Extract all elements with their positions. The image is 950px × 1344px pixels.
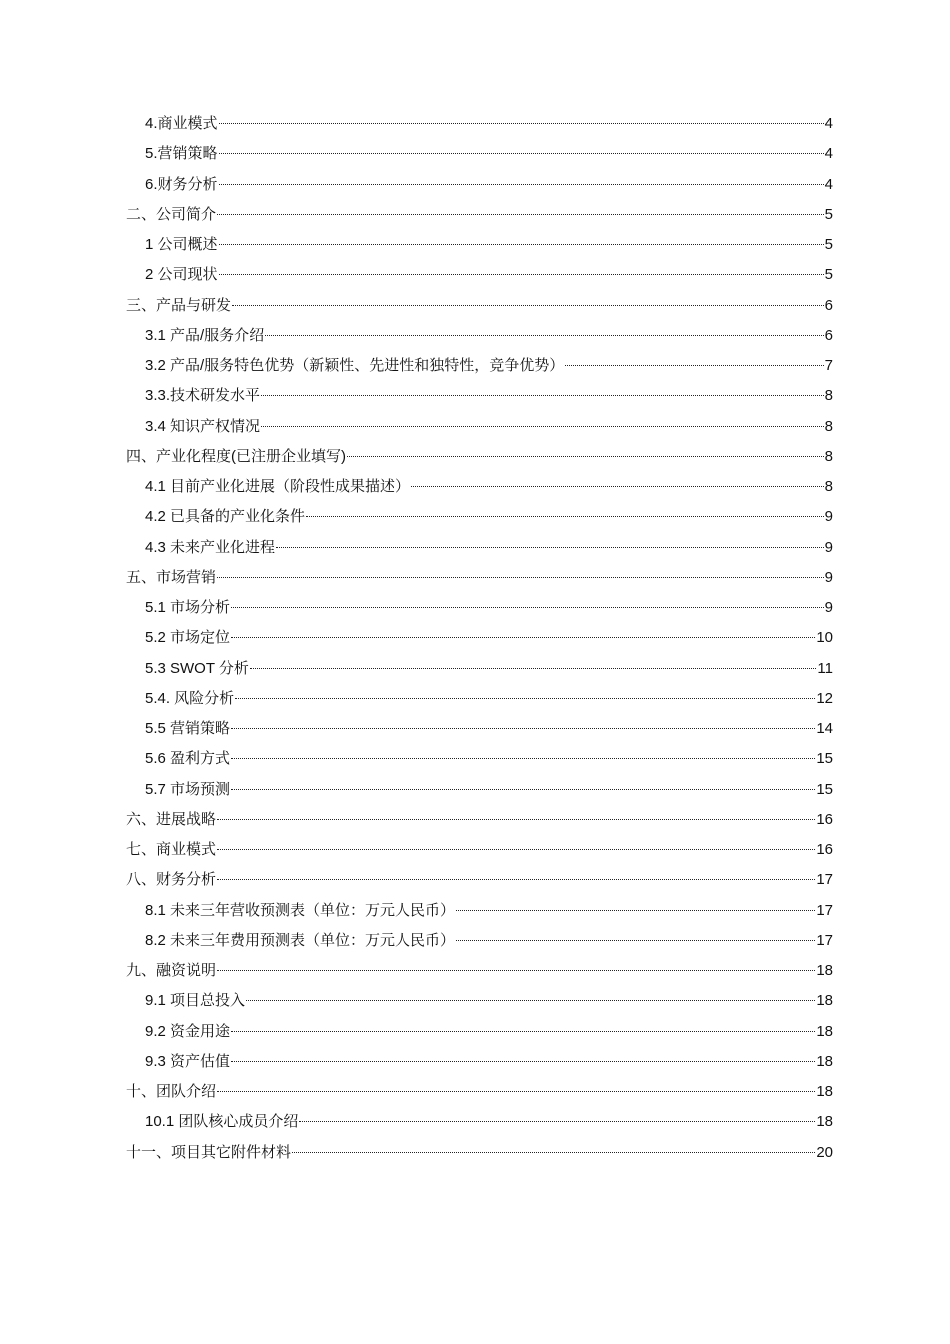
toc-entry-title: 6.财务分析 bbox=[145, 175, 218, 193]
toc-entry-title: 四、产业化程度(已注册企业填写) bbox=[126, 447, 346, 465]
toc-entry[interactable] bbox=[126, 778, 833, 808]
toc-entry-title: 9.3 资产估值 bbox=[145, 1052, 231, 1070]
toc-entry-page-number: 18 bbox=[816, 1083, 833, 1100]
toc-entry-page-number: 11 bbox=[817, 659, 833, 677]
toc-entry-title: 4.3 未来产业化进程 bbox=[145, 538, 276, 556]
toc-entry-page-number: 4 bbox=[824, 145, 833, 163]
toc-entry[interactable] bbox=[126, 324, 833, 354]
toc-entry[interactable] bbox=[126, 1020, 833, 1050]
toc-entry[interactable] bbox=[126, 445, 833, 475]
toc-entry-page-number: 9 bbox=[824, 538, 833, 556]
toc-entry-title: 1 公司概述 bbox=[145, 236, 218, 253]
toc-entry-title: 十一、项目其它附件材料 bbox=[126, 1143, 292, 1161]
toc-entry[interactable] bbox=[126, 112, 833, 142]
toc-entry-title: 5.2 市场定位 bbox=[145, 629, 231, 647]
toc-entry-page-number: 17 bbox=[816, 901, 833, 919]
toc-entry-page-number: 8 bbox=[824, 387, 833, 405]
toc-dot-leader bbox=[219, 153, 824, 154]
toc-entry[interactable] bbox=[126, 808, 833, 838]
toc-entry-title: 九、融资说明 bbox=[126, 962, 217, 979]
toc-dot-leader bbox=[299, 1121, 815, 1122]
toc-entry[interactable] bbox=[126, 626, 833, 656]
toc-entry-page-number: 7 bbox=[824, 357, 833, 374]
toc-entry-page-number: 9 bbox=[824, 508, 833, 526]
toc-entry-title: 5.1 市场分析 bbox=[145, 599, 231, 616]
toc-dot-leader bbox=[250, 668, 817, 669]
toc-entry[interactable] bbox=[126, 1080, 833, 1110]
toc-entry-page-number: 8 bbox=[824, 447, 833, 465]
toc-entry-page-number: 18 bbox=[816, 962, 833, 979]
toc-entry-page-number: 18 bbox=[816, 1113, 833, 1131]
toc-entry-title: 3.4 知识产权情况 bbox=[145, 417, 261, 435]
toc-entry-page-number: 9 bbox=[824, 568, 833, 586]
toc-entry[interactable] bbox=[126, 657, 833, 687]
table-of-contents bbox=[126, 112, 833, 1171]
toc-dot-leader bbox=[231, 607, 824, 608]
toc-entry-title: 3.3.技术研发水平 bbox=[145, 387, 261, 405]
toc-entry-page-number: 17 bbox=[816, 931, 833, 949]
toc-entry[interactable] bbox=[126, 475, 833, 505]
toc-entry-page-number: 5 bbox=[824, 236, 833, 253]
toc-entry-page-number: 5 bbox=[824, 266, 833, 284]
toc-entry[interactable] bbox=[126, 989, 833, 1019]
toc-dot-leader bbox=[219, 123, 824, 124]
toc-entry-title: 5.营销策略 bbox=[145, 145, 218, 163]
toc-dot-leader bbox=[219, 274, 824, 275]
toc-entry[interactable] bbox=[126, 536, 833, 566]
toc-entry-title: 3.1 产品/服务介绍 bbox=[145, 326, 265, 344]
toc-entry-title: 5.3 SWOT 分析 bbox=[145, 659, 249, 677]
toc-entry[interactable] bbox=[126, 959, 833, 989]
toc-entry[interactable] bbox=[126, 354, 833, 384]
toc-entry[interactable] bbox=[126, 899, 833, 929]
toc-entry[interactable] bbox=[126, 747, 833, 777]
toc-entry-title: 3.2 产品/服务特色优势（新颖性、先进性和独特性，竞争优势） bbox=[145, 357, 565, 374]
toc-entry-page-number: 10 bbox=[816, 629, 833, 647]
toc-entry-title: 六、进展战略 bbox=[126, 810, 217, 828]
toc-dot-leader bbox=[217, 849, 815, 850]
toc-dot-leader bbox=[217, 819, 815, 820]
toc-dot-leader bbox=[411, 486, 824, 487]
toc-entry-page-number: 16 bbox=[816, 841, 833, 858]
toc-entry-page-number: 9 bbox=[824, 599, 833, 616]
toc-entry[interactable] bbox=[126, 142, 833, 172]
toc-entry[interactable] bbox=[126, 596, 833, 626]
toc-dot-leader bbox=[261, 395, 824, 396]
toc-dot-leader bbox=[217, 214, 824, 215]
toc-entry[interactable] bbox=[126, 929, 833, 959]
toc-entry[interactable] bbox=[126, 263, 833, 293]
toc-dot-leader bbox=[347, 456, 824, 457]
toc-dot-leader bbox=[231, 637, 815, 638]
toc-entry[interactable] bbox=[126, 203, 833, 233]
toc-entry-page-number: 18 bbox=[816, 992, 833, 1010]
toc-entry-page-number: 6 bbox=[824, 296, 833, 314]
toc-entry-page-number: 6 bbox=[824, 326, 833, 344]
toc-dot-leader bbox=[231, 728, 815, 729]
toc-entry[interactable] bbox=[126, 415, 833, 445]
toc-dot-leader bbox=[235, 698, 815, 699]
toc-dot-leader bbox=[276, 547, 824, 548]
toc-entry-title: 2 公司现状 bbox=[145, 266, 218, 284]
toc-entry-page-number: 4 bbox=[824, 175, 833, 193]
toc-entry-title: 5.5 营销策略 bbox=[145, 720, 231, 737]
toc-dot-leader bbox=[217, 879, 815, 880]
toc-dot-leader bbox=[217, 970, 815, 971]
toc-entry-title: 二、公司简介 bbox=[126, 205, 217, 223]
toc-entry-title: 七、商业模式 bbox=[126, 841, 217, 858]
toc-dot-leader bbox=[232, 305, 824, 306]
toc-entry-title: 4.商业模式 bbox=[145, 115, 218, 132]
toc-entry[interactable] bbox=[126, 566, 833, 596]
toc-dot-leader bbox=[292, 1152, 815, 1153]
toc-dot-leader bbox=[265, 335, 823, 336]
toc-entry-title: 十、团队介绍 bbox=[126, 1083, 217, 1100]
toc-entry[interactable] bbox=[126, 384, 833, 414]
toc-dot-leader bbox=[219, 184, 824, 185]
toc-dot-leader bbox=[219, 244, 824, 245]
toc-entry[interactable] bbox=[126, 838, 833, 868]
toc-entry-page-number: 18 bbox=[816, 1052, 833, 1070]
toc-entry[interactable] bbox=[126, 1110, 833, 1140]
toc-dot-leader bbox=[246, 1000, 815, 1001]
toc-entry-page-number: 17 bbox=[816, 871, 833, 889]
toc-entry-title: 八、财务分析 bbox=[126, 871, 217, 889]
toc-entry-page-number: 15 bbox=[816, 780, 833, 798]
toc-entry-title: 9.2 资金用途 bbox=[145, 1022, 231, 1040]
toc-dot-leader bbox=[456, 910, 815, 911]
toc-entry[interactable] bbox=[126, 868, 833, 898]
toc-entry-page-number: 8 bbox=[824, 478, 833, 495]
toc-entry-title: 8.2 未来三年费用预测表（单位：万元人民币） bbox=[145, 931, 456, 949]
toc-dot-leader bbox=[306, 516, 824, 517]
toc-entry-title: 10.1 团队核心成员介绍 bbox=[145, 1113, 299, 1131]
toc-dot-leader bbox=[261, 426, 824, 427]
toc-entry-title: 五、市场营销 bbox=[126, 568, 217, 586]
toc-dot-leader bbox=[231, 1061, 815, 1062]
toc-dot-leader bbox=[565, 365, 823, 366]
toc-entry-page-number: 18 bbox=[816, 1022, 833, 1040]
toc-dot-leader bbox=[231, 1031, 815, 1032]
toc-entry-page-number: 15 bbox=[816, 750, 833, 768]
toc-entry[interactable] bbox=[126, 1141, 833, 1171]
toc-entry-page-number: 20 bbox=[816, 1143, 833, 1161]
toc-entry-page-number: 12 bbox=[816, 689, 833, 707]
toc-dot-leader bbox=[231, 789, 815, 790]
toc-entry-page-number: 5 bbox=[824, 205, 833, 223]
toc-entry[interactable] bbox=[126, 717, 833, 747]
toc-entry-page-number: 8 bbox=[824, 417, 833, 435]
toc-entry[interactable] bbox=[126, 687, 833, 717]
toc-entry-title: 三、产品与研发 bbox=[126, 296, 232, 314]
toc-entry-title: 8.1 未来三年营收预测表（单位：万元人民币） bbox=[145, 901, 456, 919]
toc-entry-title: 5.6 盈利方式 bbox=[145, 750, 231, 768]
toc-entry-page-number: 16 bbox=[816, 810, 833, 828]
toc-dot-leader bbox=[456, 940, 815, 941]
toc-entry-title: 4.2 已具备的产业化条件 bbox=[145, 508, 306, 526]
toc-entry-title: 5.7 市场预测 bbox=[145, 780, 231, 798]
toc-entry[interactable] bbox=[126, 233, 833, 263]
toc-dot-leader bbox=[217, 577, 824, 578]
toc-entry-page-number: 14 bbox=[816, 720, 833, 737]
toc-entry-page-number: 4 bbox=[824, 115, 833, 132]
toc-entry[interactable] bbox=[126, 294, 833, 324]
toc-entry[interactable] bbox=[126, 1050, 833, 1080]
toc-entry-title: 4.1 目前产业化进展（阶段性成果描述） bbox=[145, 478, 411, 495]
toc-entry[interactable] bbox=[126, 173, 833, 203]
toc-entry-title: 5.4. 风险分析 bbox=[145, 689, 235, 707]
toc-entry[interactable] bbox=[126, 505, 833, 535]
toc-dot-leader bbox=[217, 1091, 815, 1092]
toc-entry-title: 9.1 项目总投入 bbox=[145, 992, 246, 1010]
toc-dot-leader bbox=[231, 758, 815, 759]
